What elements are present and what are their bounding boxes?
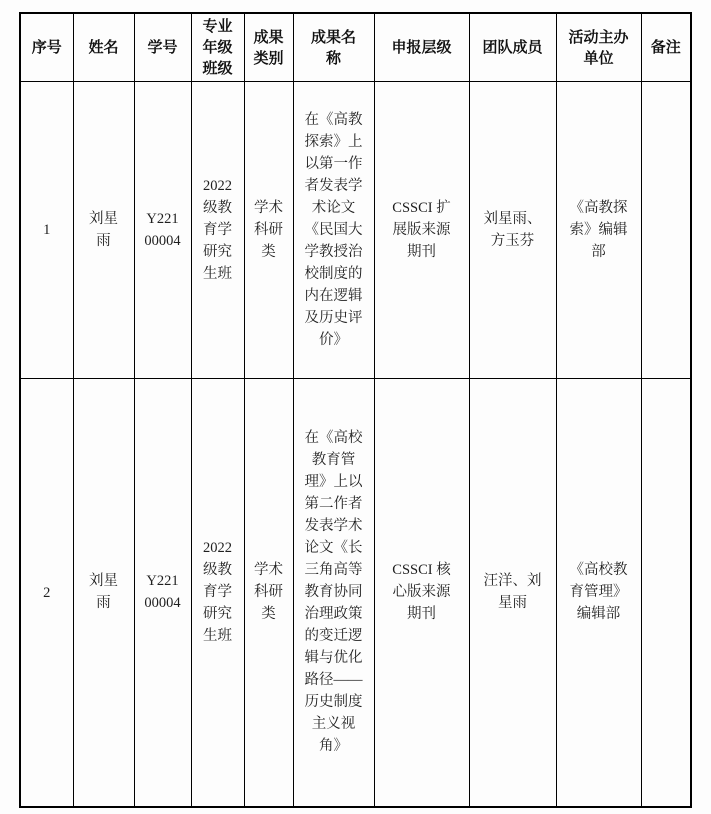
class-value: 2022级教育学研究生班 [203,540,232,645]
cell-seq [20,379,73,807]
achievements-table [19,12,692,808]
cell-level [374,379,469,807]
cell-team [469,379,556,807]
cell-team [469,82,556,379]
cell-organizer [556,379,641,807]
seq-value: 2 [43,584,51,601]
header-achievement-name [293,13,374,82]
header-seq-label: 序号 [31,39,62,57]
header-class [191,13,244,82]
header-student-id-label: 学号 [147,39,178,57]
table-header-row [20,13,691,82]
achievement-name-value: 在《高教探索》上以第一作者发表学术论文《民国大学教授治校制度的内在逻辑及历史评价》 [304,112,363,348]
header-team [469,13,556,82]
header-category-label: 成果类别 [253,28,284,67]
cell-level [374,82,469,379]
header-name [73,13,134,82]
student-id-value: Y22100004 [144,573,181,612]
organizer-value: 《高教探索》编辑部 [569,200,628,260]
cell-name [73,82,134,379]
header-achievement-name-label: 成果名称 [310,28,356,67]
cell-student-id [134,379,191,807]
header-organizer-label: 活动主办单位 [568,28,629,67]
header-class-label: 专业年级班级 [202,18,233,77]
category-value: 学术科研类 [254,200,283,260]
level-value: CSSCI 核心版来源期刊 [392,562,451,623]
header-category [244,13,293,82]
team-value: 汪洋、刘星雨 [483,573,542,612]
table-row [20,379,691,807]
header-seq [20,13,73,82]
header-name-label: 姓名 [88,39,119,57]
organizer-value: 《高校教育管理》编辑部 [569,562,628,623]
header-student-id [134,13,191,82]
seq-value: 1 [43,222,51,239]
header-organizer [556,13,641,82]
cell-student-id [134,82,191,379]
cell-achievement-name [293,82,374,379]
class-value: 2022级教育学研究生班 [203,178,232,282]
cell-achievement-name [293,379,374,807]
cell-category [244,379,293,807]
header-team-label: 团队成员 [482,39,543,57]
category-value: 学术科研类 [254,562,283,623]
table-row [20,82,691,379]
cell-remarks [641,379,691,807]
header-remarks-label: 备注 [650,39,681,57]
level-value: CSSCI 扩展版来源期刊 [392,200,451,260]
cell-organizer [556,82,641,379]
name-value: 刘星雨 [89,573,118,612]
cell-remarks [641,82,691,379]
cell-class [191,379,244,807]
achievement-name-value: 在《高校教育管理》上以第二作者发表学术论文《长三角高等教育协同治理政策的变迁逻辑与优化路径——历史制度主义视角》 [304,430,363,755]
cell-class [191,82,244,379]
team-value: 刘星雨、方玉芬 [483,211,542,249]
student-id-value: Y22100004 [144,211,181,249]
header-level-label: 申报层级 [391,39,452,57]
header-remarks [641,13,691,82]
cell-category [244,82,293,379]
name-value: 刘星雨 [89,211,118,249]
header-level [374,13,469,82]
cell-seq [20,82,73,379]
cell-name [73,379,134,807]
